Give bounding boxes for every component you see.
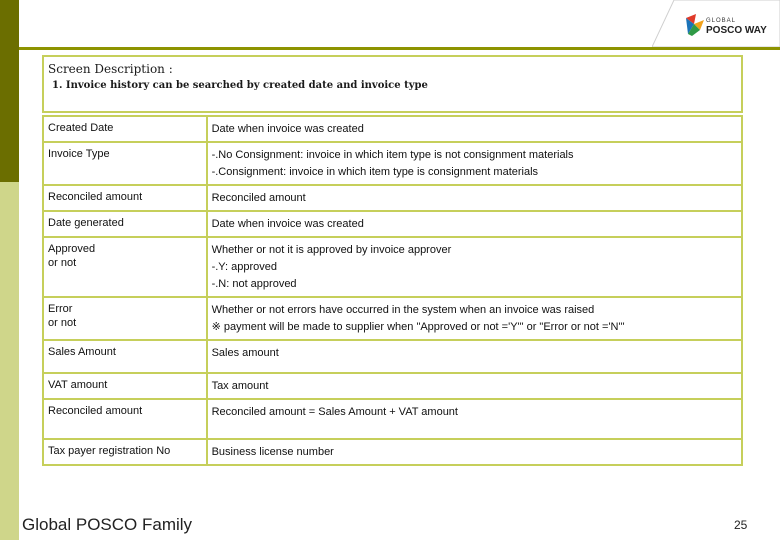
logo-text-posco-way: POSCO WAY	[706, 25, 767, 36]
table-row	[43, 297, 742, 340]
table-row	[43, 116, 742, 142]
field-description: Business license number	[207, 439, 742, 465]
logo-text-global: GLOBAL	[706, 18, 737, 24]
field-description: -.No Consignment: invoice in which item type is not consignment materials -.Consignment: invoice in which item type is consignment materials	[207, 142, 742, 185]
field-description: Sales amount	[207, 340, 742, 373]
field-label: Date generated	[43, 211, 207, 237]
table-row	[43, 439, 742, 465]
left-accent-strip-dark	[0, 0, 19, 182]
page-number: 25	[734, 518, 748, 532]
field-label: Approved or not	[43, 237, 207, 297]
field-description: Whether or not errors have occurred in the system when an invoice was raised ※ payment will be made to supplier when "Approved or not ='Y'" or "Error or not ='N'"	[207, 297, 742, 340]
screen-description-subtitle: 1. Invoice history can be searched by created date and invoice type	[52, 80, 428, 91]
field-label: Sales Amount	[43, 340, 207, 373]
field-description: Date when invoice was created	[207, 211, 742, 237]
field-label: Error or not	[43, 297, 207, 340]
posco-logo-icon	[684, 14, 704, 36]
field-label: Reconciled amount	[43, 185, 207, 211]
screen-description-box	[42, 55, 743, 113]
field-label: VAT amount	[43, 373, 207, 399]
field-description: Tax amount	[207, 373, 742, 399]
field-label: Invoice Type	[43, 142, 207, 185]
field-label: Tax payer registration No	[43, 439, 207, 465]
field-label: Reconciled amount	[43, 399, 207, 439]
field-description: Date when invoice was created	[207, 116, 742, 142]
header-rule	[19, 47, 780, 50]
footer-company-name: Global POSCO Family	[22, 515, 193, 534]
field-label: Created Date	[43, 116, 207, 142]
table-row	[43, 237, 742, 297]
table-row	[43, 211, 742, 237]
field-description-table	[42, 115, 743, 466]
table-row	[43, 142, 742, 185]
table-row	[43, 185, 742, 211]
field-description: Reconciled amount	[207, 185, 742, 211]
table-row	[43, 399, 742, 439]
left-accent-strip-light	[0, 182, 19, 540]
screen-description-title: Screen Description :	[48, 62, 173, 76]
field-description: Whether or not it is approved by invoice approver -.Y: approved -.N: not approved	[207, 237, 742, 297]
table-row	[43, 373, 742, 399]
table-row	[43, 340, 742, 373]
field-description: Reconciled amount = Sales Amount + VAT amount	[207, 399, 742, 439]
